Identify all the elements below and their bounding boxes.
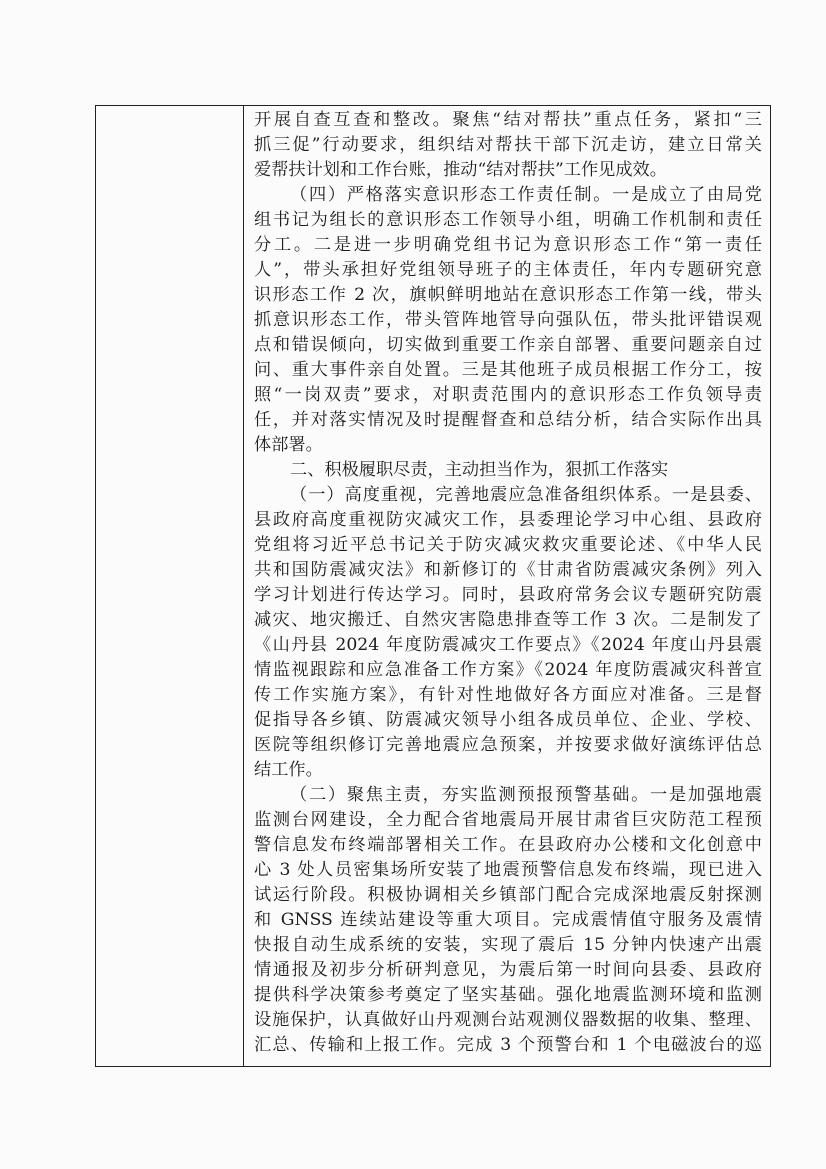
section-heading-line: （四）严格落实意识形态工作责任制。一是成立了由局党 bbox=[290, 185, 762, 205]
table-label-column bbox=[96, 106, 244, 1066]
text-line: 《山丹县 2024 年度防震减灾工作要点》《2024 年度山丹县震 bbox=[254, 635, 762, 655]
text-line: 情通报及初步分析研判意见，为震后第一时间向县委、县政府 bbox=[254, 960, 762, 980]
text-line: 体部署。 bbox=[254, 435, 323, 455]
section-heading-line: （二）聚焦主责，夯实监测预报预警基础。一是加强地震 bbox=[290, 785, 762, 805]
text-line: 抓三促”行动要求，组织结对帮扶干部下沉走访，建立日常关 bbox=[254, 135, 762, 155]
chapter-heading: 二、积极履职尽责，主动担当作为，狠抓工作落实 bbox=[290, 460, 669, 480]
text-line: 促指导各乡镇、防震减灾领导小组各成员单位、企业、学校、 bbox=[254, 710, 762, 730]
text-line: 结工作。 bbox=[254, 760, 323, 780]
table-content-cell bbox=[254, 106, 762, 1066]
text-line: 减灾、地灾搬迁、自然灾害隐患排查等工作 3 次。二是制发了 bbox=[254, 610, 762, 630]
text-line: 传工作实施方案》，有针对性地做好各方面应对准备。三是督 bbox=[254, 685, 762, 705]
text-line: 医院等组织修订完善地震应急预案，并按要求做好演练评估总 bbox=[254, 735, 762, 755]
text-line: 组书记为组长的意识形态工作领导小组，明确工作机制和责任 bbox=[254, 210, 762, 230]
text-line: 分工。二是进一步明确党组书记为意识形态工作“第一责任 bbox=[254, 235, 762, 255]
text-line: 共和国防震减灾法》和新修订的《甘肃省防震减灾条例》列入 bbox=[254, 560, 762, 580]
text-line: 情监视跟踪和应急准备工作方案》《2024 年度防震减灾科普宣 bbox=[254, 660, 762, 680]
text-line: 任，并对落实情况及时提醒督查和总结分析，结合实际作出具 bbox=[254, 410, 762, 430]
text-line: 警信息发布终端部署相关工作。在县政府办公楼和文化创意中 bbox=[254, 835, 762, 855]
text-line: 汇总、传输和上报工作。完成 3 个预警台和 1 个电磁波台的巡 bbox=[254, 1035, 762, 1055]
text-line: 快报自动生成系统的安装，实现了震后 15 分钟内快速产出震 bbox=[254, 935, 762, 955]
text-line: 问、重大事件亲自处置。三是其他班子成员根据工作分工，按 bbox=[254, 360, 762, 380]
text-line: 县政府高度重视防灾减灾工作，县委理论学习中心组、县政府 bbox=[254, 510, 762, 530]
text-line: 监测台网建设，全力配合省地震局开展甘肃省巨灾防范工程预 bbox=[254, 810, 762, 830]
text-line: 设施保护，认真做好山丹观测台站观测仪器数据的收集、整理、 bbox=[254, 1010, 762, 1030]
document-table-frame bbox=[95, 105, 771, 1067]
text-line: 点和错误倾向，切实做到重要工作亲自部署、重要问题亲自过 bbox=[254, 335, 762, 355]
text-line: 抓意识形态工作，带头管阵地管导向强队伍，带头批评错误观 bbox=[254, 310, 762, 330]
text-line: 学习计划进行传达学习。同时，县政府常务会议专题研究防震 bbox=[254, 585, 762, 605]
text-line: 试运行阶段。积极协调相关乡镇部门配合完成深地震反射探测 bbox=[254, 885, 762, 905]
text-line: 心 3 处人员密集场所安装了地震预警信息发布终端，现已进入 bbox=[254, 860, 762, 880]
text-line: 照“一岗双责”要求，对职责范围内的意识形态工作负领导责 bbox=[254, 385, 762, 405]
text-line: 识形态工作 2 次，旗帜鲜明地站在意识形态工作第一线，带头 bbox=[254, 285, 762, 305]
text-line: 人”，带头承担好党组领导班子的主体责任，年内专题研究意 bbox=[254, 260, 762, 280]
text-line: 党组将习近平总书记关于防灾减灾救灾重要论述、《中华人民 bbox=[254, 535, 762, 555]
text-line: 和 GNSS 连续站建设等重大项目。完成震情值守服务及震情 bbox=[254, 910, 762, 930]
section-heading-line: （一）高度重视，完善地震应急准备组织体系。一是县委、 bbox=[290, 485, 762, 505]
text-line: 开展自查互查和整改。聚焦“结对帮扶”重点任务，紧扣“三 bbox=[254, 110, 762, 130]
text-line: 提供科学决策参考奠定了坚实基础。强化地震监测环境和监测 bbox=[254, 985, 762, 1005]
text-line: 爱帮扶计划和工作台账，推动“结对帮扶”工作见成效。 bbox=[254, 160, 667, 180]
